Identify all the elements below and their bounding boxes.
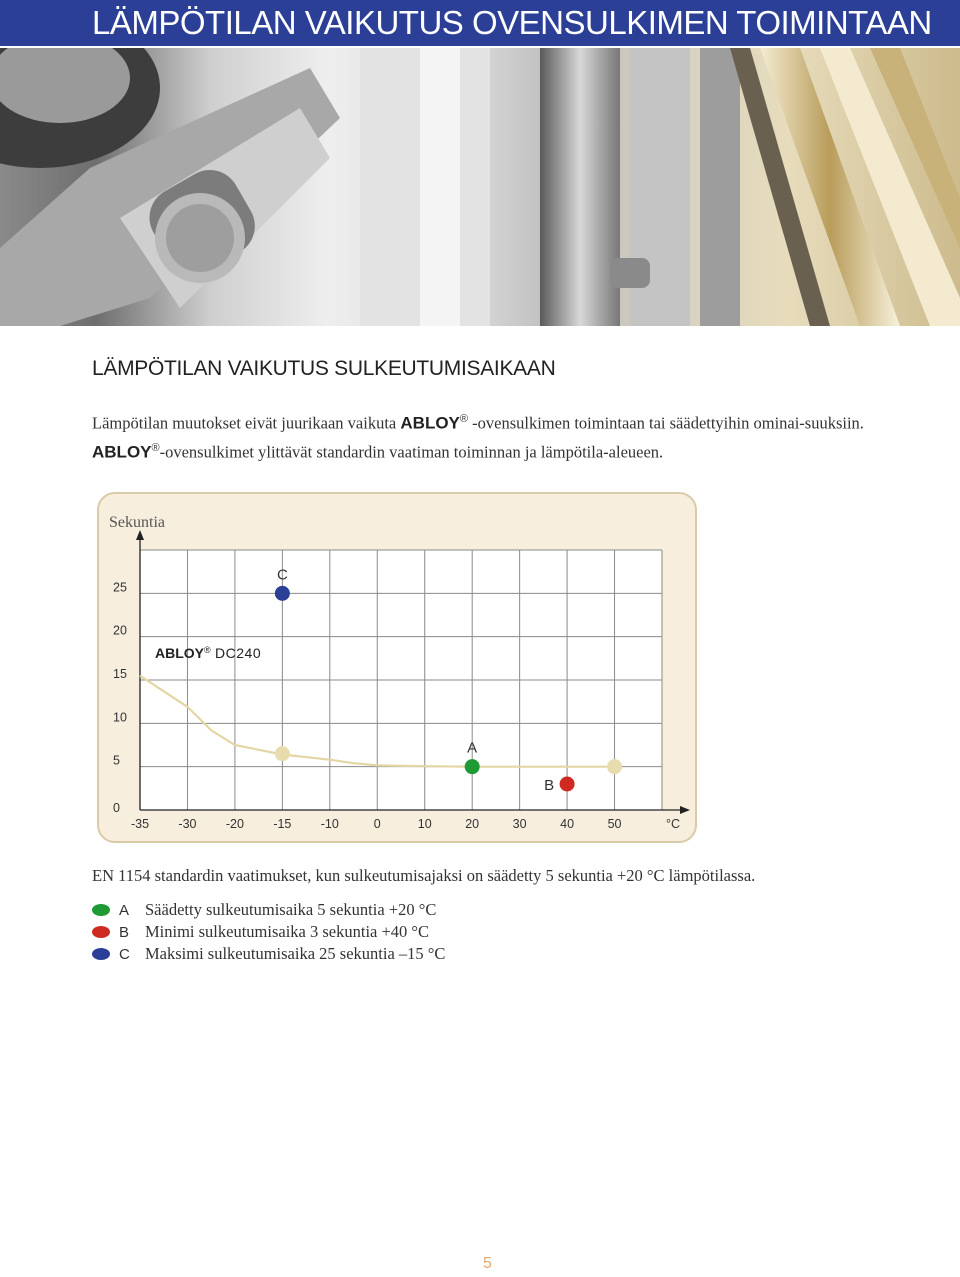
- legend-item-c: [92, 943, 445, 965]
- y-tick-label: 25: [113, 580, 127, 595]
- registered-mark-2: ®: [151, 441, 160, 454]
- para-text-3: -ovensulkimet ylittävät standardin vaatiman toiminnan ja lämpötila-aleueen.: [159, 442, 664, 461]
- legend: [92, 899, 445, 965]
- legend-text: Säädetty sulkeutumisaika 5 sekuntia +20 °C: [145, 900, 437, 919]
- x-tick-label: 50: [607, 817, 622, 831]
- x-tick-label: 20: [465, 817, 480, 831]
- x-tick-label: -35: [130, 817, 150, 831]
- marker-label: A: [467, 739, 478, 757]
- legend-dot-b: [92, 926, 110, 938]
- legend-letter: C: [119, 945, 130, 963]
- intro-paragraph: [92, 407, 912, 464]
- y-tick-label: 15: [113, 667, 127, 681]
- page-title: LÄMPÖTILAN VAIKUTUS OVENSULKIMEN TOIMINTAAN: [92, 4, 932, 41]
- chart-panel: [97, 492, 697, 843]
- door-closer-photo: [0, 48, 960, 326]
- y-axis-arrow: [136, 530, 144, 540]
- temperature-chart: [99, 494, 695, 841]
- x-tick-label: -20: [225, 817, 244, 831]
- x-tick-label: -10: [320, 817, 339, 831]
- marker-label: B: [544, 777, 555, 794]
- legend-dot-c: [92, 948, 110, 960]
- chart-marker: [560, 777, 575, 792]
- x-tick-label: -15: [273, 817, 292, 831]
- section-heading: LÄMPÖTILAN VAIKUTUS SULKEUTUMISAIKAAN: [92, 357, 556, 380]
- x-tick-label: -30: [178, 817, 197, 831]
- x-axis-label: °C: [666, 817, 681, 831]
- legend-text: Minimi sulkeutumisaika 3 sekuntia +40 °C: [145, 922, 430, 941]
- legend-letter: A: [119, 901, 130, 919]
- para-text-2: -ovensulkimen toimintaan tai säädettyihin ominai-suuksiin.: [468, 413, 864, 433]
- standard-note: EN 1154 standardin vaatimukset, kun sulkeutumisajaksi on säädetty 5 sekuntia +20 °C lämpötilassa.: [92, 866, 756, 885]
- legend-text: Maksimi sulkeutumisaika 25 sekuntia –15 °C: [145, 944, 446, 963]
- y-tick-label: 5: [113, 753, 120, 768]
- chart-marker: [465, 759, 480, 774]
- x-tick-label: 10: [417, 817, 432, 831]
- chart-marker: [275, 746, 290, 761]
- series-label: ABLOY® DC240: [155, 645, 262, 661]
- chart-marker: [607, 759, 622, 774]
- page-number: 5: [483, 1255, 492, 1272]
- registered-mark: ®: [459, 413, 468, 425]
- brand-abloy-2: ABLOY: [92, 442, 152, 461]
- para-text-1: Lämpötilan muutokset eivät juurikaan vaikuta: [92, 413, 401, 433]
- y-axis-label: Sekuntia: [109, 514, 165, 531]
- x-axis-arrow: [680, 806, 690, 814]
- marker-label: C: [276, 566, 288, 584]
- legend-dot-a: [92, 904, 110, 916]
- hero-photo: [0, 48, 960, 326]
- title-bar: [0, 0, 960, 46]
- legend-item-a: [92, 899, 445, 921]
- x-tick-label: 30: [512, 817, 527, 831]
- y-tick-label: 20: [113, 623, 127, 638]
- chart-marker: [275, 586, 290, 601]
- y-tick-label: 10: [113, 710, 127, 725]
- x-tick-label: 40: [560, 817, 575, 831]
- brand-abloy: ABLOY: [400, 413, 460, 433]
- y-tick-label: 0: [113, 801, 120, 815]
- x-tick-label: 0: [373, 817, 381, 831]
- legend-letter: B: [119, 923, 130, 941]
- legend-item-b: [92, 921, 445, 943]
